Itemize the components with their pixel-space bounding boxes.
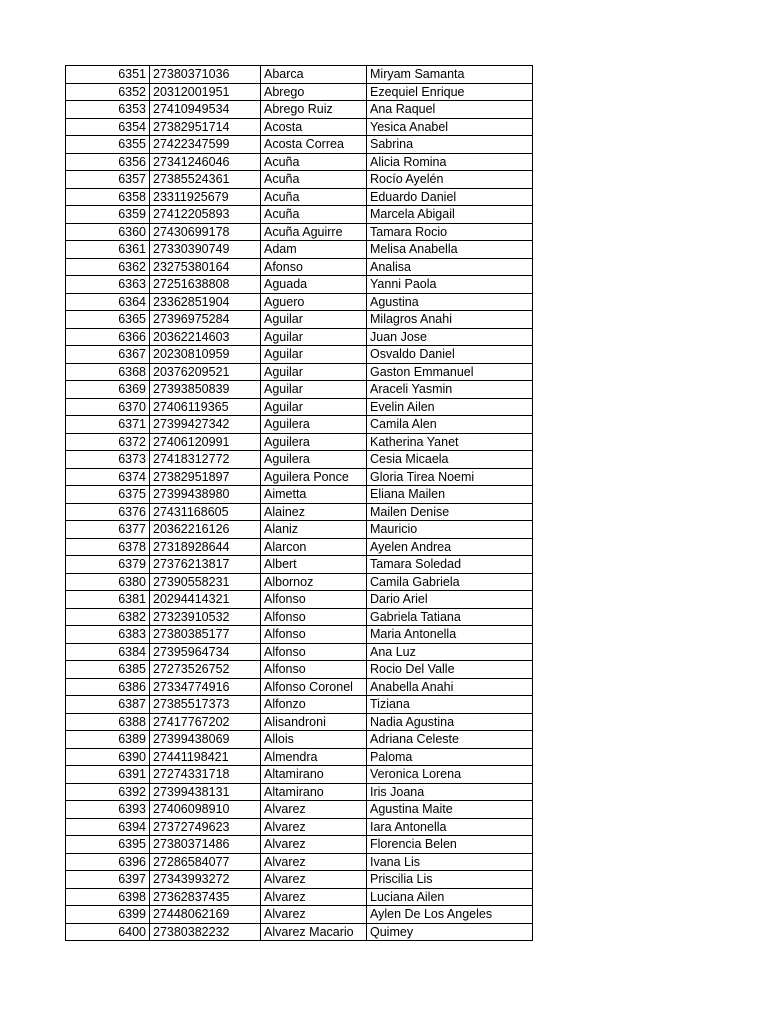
first-name-cell: Veronica Lorena [367,766,533,784]
last-name-cell: Alfonso [261,643,367,661]
id-number-cell: 27380382232 [150,923,261,941]
id-number-cell: 27406098910 [150,801,261,819]
first-name-cell: Ezequiel Enrique [367,83,533,101]
table-row [66,188,533,206]
table-row [66,223,533,241]
last-name-cell: Albert [261,556,367,574]
row-number-cell: 6387 [66,696,150,714]
row-number-cell: 6391 [66,766,150,784]
first-name-cell: Nadia Agustina [367,713,533,731]
id-number-cell: 27362837435 [150,888,261,906]
last-name-cell: Alisandroni [261,713,367,731]
row-number-cell: 6393 [66,801,150,819]
id-number-cell: 27399438980 [150,486,261,504]
id-number-cell: 27334774916 [150,678,261,696]
first-name-cell: Gloria Tirea Noemi [367,468,533,486]
first-name-cell: Paloma [367,748,533,766]
last-name-cell: Alfonzo [261,696,367,714]
first-name-cell: Tamara Rocio [367,223,533,241]
row-number-cell: 6351 [66,66,150,84]
first-name-cell: Priscilia Lis [367,871,533,889]
last-name-cell: Aguilar [261,346,367,364]
first-name-cell: Yesica Anabel [367,118,533,136]
first-name-cell: Dario Ariel [367,591,533,609]
id-number-cell: 20362216126 [150,521,261,539]
table-row [66,486,533,504]
first-name-cell: Milagros Anahi [367,311,533,329]
id-number-cell: 27274331718 [150,766,261,784]
first-name-cell: Mailen Denise [367,503,533,521]
last-name-cell: Abrego Ruiz [261,101,367,119]
row-number-cell: 6357 [66,171,150,189]
row-number-cell: 6356 [66,153,150,171]
row-number-cell: 6386 [66,678,150,696]
first-name-cell: Marcela Abigail [367,206,533,224]
row-number-cell: 6363 [66,276,150,294]
last-name-cell: Acuña [261,153,367,171]
id-number-cell: 27380371486 [150,836,261,854]
first-name-cell: Gaston Emmanuel [367,363,533,381]
row-number-cell: 6367 [66,346,150,364]
last-name-cell: Abrego [261,83,367,101]
table-row [66,801,533,819]
first-name-cell: Araceli Yasmin [367,381,533,399]
first-name-cell: Alicia Romina [367,153,533,171]
roster-body [66,66,533,941]
last-name-cell: Aguilar [261,363,367,381]
id-number-cell: 27399427342 [150,416,261,434]
row-number-cell: 6388 [66,713,150,731]
first-name-cell: Aylen De Los Angeles [367,906,533,924]
last-name-cell: Adam [261,241,367,259]
id-number-cell: 27412205893 [150,206,261,224]
table-row [66,678,533,696]
first-name-cell: Melisa Anabella [367,241,533,259]
row-number-cell: 6369 [66,381,150,399]
id-number-cell: 23311925679 [150,188,261,206]
id-number-cell: 20376209521 [150,363,261,381]
id-number-cell: 27273526752 [150,661,261,679]
last-name-cell: Alaniz [261,521,367,539]
id-number-cell: 27380371036 [150,66,261,84]
roster-table [65,65,533,941]
table-row [66,696,533,714]
id-number-cell: 27399438131 [150,783,261,801]
row-number-cell: 6373 [66,451,150,469]
table-row [66,836,533,854]
table-row [66,468,533,486]
last-name-cell: Alvarez Macario [261,923,367,941]
id-number-cell: 27395964734 [150,643,261,661]
row-number-cell: 6399 [66,906,150,924]
row-number-cell: 6354 [66,118,150,136]
last-name-cell: Alvarez [261,853,367,871]
table-row [66,363,533,381]
id-number-cell: 27390558231 [150,573,261,591]
table-row [66,906,533,924]
row-number-cell: 6365 [66,311,150,329]
first-name-cell: Ana Luz [367,643,533,661]
last-name-cell: Acuña [261,206,367,224]
table-row [66,276,533,294]
row-number-cell: 6383 [66,626,150,644]
first-name-cell: Miryam Samanta [367,66,533,84]
last-name-cell: Aguilera Ponce [261,468,367,486]
table-row [66,608,533,626]
id-number-cell: 27396975284 [150,311,261,329]
table-row [66,748,533,766]
table-row [66,626,533,644]
table-row [66,521,533,539]
last-name-cell: Aguilar [261,398,367,416]
id-number-cell: 27399438069 [150,731,261,749]
id-number-cell: 27382951897 [150,468,261,486]
last-name-cell: Aguada [261,276,367,294]
first-name-cell: Agustina Maite [367,801,533,819]
last-name-cell: Alvarez [261,871,367,889]
row-number-cell: 6353 [66,101,150,119]
first-name-cell: Ana Raquel [367,101,533,119]
last-name-cell: Abarca [261,66,367,84]
first-name-cell: Maria Antonella [367,626,533,644]
id-number-cell: 27376213817 [150,556,261,574]
id-number-cell: 27318928644 [150,538,261,556]
last-name-cell: Albornoz [261,573,367,591]
last-name-cell: Alvarez [261,818,367,836]
first-name-cell: Tamara Soledad [367,556,533,574]
row-number-cell: 6370 [66,398,150,416]
id-number-cell: 27448062169 [150,906,261,924]
row-number-cell: 6382 [66,608,150,626]
row-number-cell: 6352 [66,83,150,101]
row-number-cell: 6377 [66,521,150,539]
last-name-cell: Altamirano [261,766,367,784]
first-name-cell: Anabella Anahi [367,678,533,696]
table-row [66,258,533,276]
table-row [66,83,533,101]
last-name-cell: Alfonso [261,626,367,644]
row-number-cell: 6371 [66,416,150,434]
table-row [66,293,533,311]
row-number-cell: 6376 [66,503,150,521]
first-name-cell: Cesia Micaela [367,451,533,469]
table-row [66,888,533,906]
first-name-cell: Gabriela Tatiana [367,608,533,626]
row-number-cell: 6368 [66,363,150,381]
last-name-cell: Alfonso [261,661,367,679]
table-row [66,171,533,189]
id-number-cell: 27382951714 [150,118,261,136]
first-name-cell: Rocío Ayelén [367,171,533,189]
first-name-cell: Rocio Del Valle [367,661,533,679]
first-name-cell: Sabrina [367,136,533,154]
row-number-cell: 6358 [66,188,150,206]
table-row [66,731,533,749]
last-name-cell: Afonso [261,258,367,276]
id-number-cell: 27431168605 [150,503,261,521]
last-name-cell: Allois [261,731,367,749]
last-name-cell: Alainez [261,503,367,521]
table-row [66,66,533,84]
table-row [66,206,533,224]
table-row [66,661,533,679]
row-number-cell: 6355 [66,136,150,154]
first-name-cell: Iris Joana [367,783,533,801]
row-number-cell: 6366 [66,328,150,346]
table-row [66,503,533,521]
first-name-cell: Eduardo Daniel [367,188,533,206]
table-row [66,136,533,154]
last-name-cell: Aguilar [261,311,367,329]
last-name-cell: Aguilar [261,328,367,346]
row-number-cell: 6398 [66,888,150,906]
row-number-cell: 6380 [66,573,150,591]
last-name-cell: Aguilera [261,416,367,434]
id-number-cell: 27372749623 [150,818,261,836]
table-row [66,416,533,434]
last-name-cell: Acosta Correa [261,136,367,154]
first-name-cell: Tiziana [367,696,533,714]
id-number-cell: 20294414321 [150,591,261,609]
last-name-cell: Alfonso [261,608,367,626]
row-number-cell: 6390 [66,748,150,766]
id-number-cell: 27441198421 [150,748,261,766]
id-number-cell: 27251638808 [150,276,261,294]
table-row [66,328,533,346]
table-row [66,766,533,784]
id-number-cell: 20312001951 [150,83,261,101]
last-name-cell: Altamirano [261,783,367,801]
last-name-cell: Aguilera [261,433,367,451]
id-number-cell: 27410949534 [150,101,261,119]
last-name-cell: Aguilera [261,451,367,469]
row-number-cell: 6385 [66,661,150,679]
id-number-cell: 27286584077 [150,853,261,871]
first-name-cell: Quimey [367,923,533,941]
row-number-cell: 6397 [66,871,150,889]
id-number-cell: 27341246046 [150,153,261,171]
table-row [66,311,533,329]
row-number-cell: 6394 [66,818,150,836]
row-number-cell: 6400 [66,923,150,941]
row-number-cell: 6392 [66,783,150,801]
last-name-cell: Alfonso [261,591,367,609]
first-name-cell: Camila Gabriela [367,573,533,591]
last-name-cell: Alvarez [261,836,367,854]
row-number-cell: 6396 [66,853,150,871]
id-number-cell: 20230810959 [150,346,261,364]
table-row [66,871,533,889]
first-name-cell: Florencia Belen [367,836,533,854]
last-name-cell: Aimetta [261,486,367,504]
table-row [66,101,533,119]
table-row [66,433,533,451]
first-name-cell: Analisa [367,258,533,276]
last-name-cell: Acuña Aguirre [261,223,367,241]
table-row [66,643,533,661]
row-number-cell: 6364 [66,293,150,311]
first-name-cell: Osvaldo Daniel [367,346,533,364]
table-row [66,853,533,871]
row-number-cell: 6378 [66,538,150,556]
table-row [66,241,533,259]
first-name-cell: Mauricio [367,521,533,539]
row-number-cell: 6361 [66,241,150,259]
id-number-cell: 27385517373 [150,696,261,714]
table-row [66,591,533,609]
last-name-cell: Alvarez [261,801,367,819]
id-number-cell: 27393850839 [150,381,261,399]
row-number-cell: 6362 [66,258,150,276]
first-name-cell: Agustina [367,293,533,311]
table-row [66,556,533,574]
row-number-cell: 6375 [66,486,150,504]
table-row [66,346,533,364]
table-row [66,923,533,941]
last-name-cell: Aguilar [261,381,367,399]
first-name-cell: Evelin Ailen [367,398,533,416]
id-number-cell: 23275380164 [150,258,261,276]
first-name-cell: Ivana Lis [367,853,533,871]
first-name-cell: Eliana Mailen [367,486,533,504]
id-number-cell: 27406119365 [150,398,261,416]
table-row [66,118,533,136]
id-number-cell: 27418312772 [150,451,261,469]
last-name-cell: Acosta [261,118,367,136]
table-row [66,398,533,416]
last-name-cell: Alarcon [261,538,367,556]
first-name-cell: Iara Antonella [367,818,533,836]
first-name-cell: Camila Alen [367,416,533,434]
row-number-cell: 6359 [66,206,150,224]
id-number-cell: 27430699178 [150,223,261,241]
first-name-cell: Katherina Yanet [367,433,533,451]
row-number-cell: 6384 [66,643,150,661]
id-number-cell: 27330390749 [150,241,261,259]
last-name-cell: Acuña [261,171,367,189]
id-number-cell: 27385524361 [150,171,261,189]
last-name-cell: Acuña [261,188,367,206]
id-number-cell: 20362214603 [150,328,261,346]
first-name-cell: Luciana Ailen [367,888,533,906]
table-row [66,818,533,836]
last-name-cell: Alvarez [261,906,367,924]
id-number-cell: 27406120991 [150,433,261,451]
last-name-cell: Aguero [261,293,367,311]
row-number-cell: 6372 [66,433,150,451]
row-number-cell: 6389 [66,731,150,749]
last-name-cell: Almendra [261,748,367,766]
id-number-cell: 27422347599 [150,136,261,154]
table-row [66,573,533,591]
id-number-cell: 27417767202 [150,713,261,731]
first-name-cell: Yanni Paola [367,276,533,294]
first-name-cell: Ayelen Andrea [367,538,533,556]
first-name-cell: Adriana Celeste [367,731,533,749]
last-name-cell: Alvarez [261,888,367,906]
table-row [66,381,533,399]
last-name-cell: Alfonso Coronel [261,678,367,696]
table-row [66,538,533,556]
row-number-cell: 6381 [66,591,150,609]
id-number-cell: 23362851904 [150,293,261,311]
table-row [66,451,533,469]
id-number-cell: 27343993272 [150,871,261,889]
first-name-cell: Juan Jose [367,328,533,346]
row-number-cell: 6360 [66,223,150,241]
id-number-cell: 27323910532 [150,608,261,626]
id-number-cell: 27380385177 [150,626,261,644]
row-number-cell: 6374 [66,468,150,486]
table-row [66,783,533,801]
table-row [66,153,533,171]
table-row [66,713,533,731]
row-number-cell: 6379 [66,556,150,574]
row-number-cell: 6395 [66,836,150,854]
